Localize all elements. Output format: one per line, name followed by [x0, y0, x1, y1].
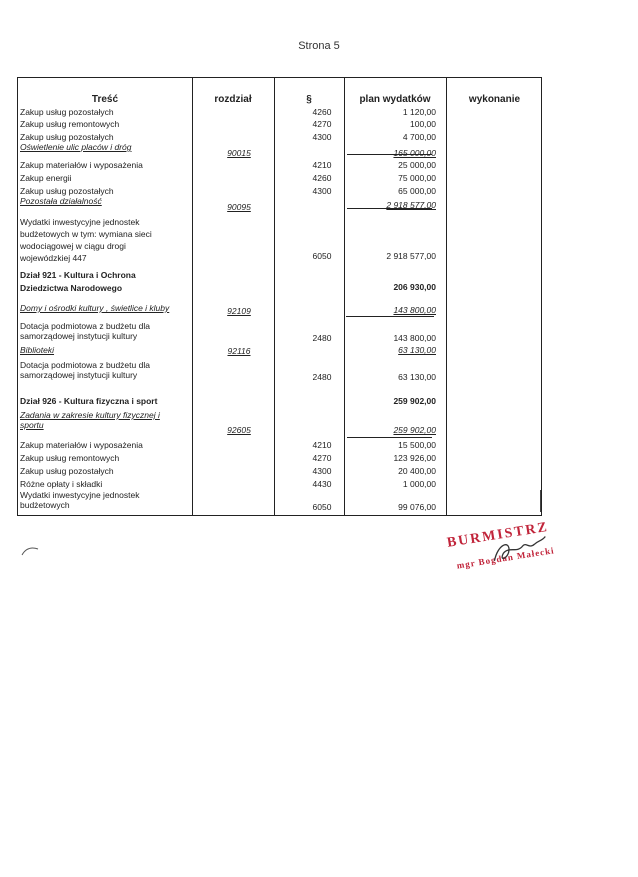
row-plan-value: 2 918 577,00	[386, 200, 436, 210]
subtotal-rule	[347, 154, 432, 155]
row-description: Zakup usług remontowych	[20, 453, 120, 463]
row-plan: 100,00	[410, 119, 436, 129]
row-paragraf: 4270	[312, 453, 332, 463]
row-plan: 99 076,00	[398, 502, 436, 512]
header-plan: plan wydatków	[359, 94, 431, 105]
edge-mark	[540, 490, 541, 512]
row-paragraf: 4210	[312, 160, 332, 170]
scan-mark-icon	[20, 545, 42, 557]
row-plan: 206 930,00	[393, 282, 436, 292]
row-description: Oświetlenie ulic placów i dróg	[20, 142, 132, 152]
column-divider	[446, 78, 447, 515]
row-rozdzial: 92116	[227, 346, 251, 356]
row-description: Dział 926 - Kultura fizyczna i sport	[20, 396, 158, 406]
header-paragraf: §	[306, 94, 312, 105]
row-paragraf: 4300	[312, 466, 332, 476]
row-paragraf: 4260	[312, 107, 332, 117]
row-description: Zakup energii	[20, 173, 72, 183]
row-description: Zadania w zakresie kultury fizycznej i sportu	[20, 410, 160, 430]
row-plan: 20 400,00	[398, 466, 436, 476]
row-paragraf: 4300	[312, 186, 332, 196]
stamp-name: mgr Bogdan Małecki	[455, 545, 556, 571]
row-plan: 63 130,00	[398, 372, 436, 382]
row-description: Wydatki inwestycyjne jednostek budżetowych	[20, 490, 140, 510]
row-plan: 75 000,00	[398, 173, 436, 183]
row-rozdzial: 92109	[227, 306, 251, 316]
row-plan: 25 000,00	[398, 160, 436, 170]
row-paragraf: 4260	[312, 173, 332, 183]
row-plan	[360, 425, 436, 435]
stamp-title: BURMISTRZ	[446, 519, 550, 551]
row-rozdzial: 90095	[227, 202, 251, 212]
row-rozdzial: 90015	[227, 148, 251, 158]
row-plan-value: 165 000,00	[393, 148, 436, 158]
row-description: Zakup usług pozostałych	[20, 132, 114, 142]
header-rozdzial: rozdział	[214, 94, 252, 105]
row-plan: 15 500,00	[398, 440, 436, 450]
row-paragraf: 2480	[312, 372, 332, 382]
row-description: Różne opłaty i składki	[20, 479, 103, 489]
row-plan: 259 902,00	[393, 396, 436, 406]
row-paragraf: 4430	[312, 479, 332, 489]
row-plan-value: 143 800,00	[393, 305, 436, 315]
row-description: Domy i ośrodki kultury , świetlice i kluby	[20, 303, 170, 313]
row-paragraf: 6050	[312, 251, 332, 261]
row-plan: 1 000,00	[402, 479, 436, 489]
row-plan: 4 700,00	[402, 132, 436, 142]
row-description: Zakup materiałów i wyposażenia	[20, 440, 143, 450]
row-description: Dotacja podmiotowa z budżetu dla samorządowej instytucji kultury	[20, 321, 150, 341]
budget-table	[17, 77, 542, 516]
subtotal-rule	[346, 316, 434, 317]
row-paragraf: 4210	[312, 440, 332, 450]
page-number: Strona 5	[298, 40, 340, 52]
row-plan: 65 000,00	[398, 186, 436, 196]
row-description: Wydatki inwestycyjne jednostek budżetowych w tym: wymiana sieci wodociągowej w ciągu drogi wojewódzkiej 447	[20, 217, 152, 263]
row-description: Zakup usług pozostałych	[20, 107, 114, 117]
row-plan: 143 800,00	[393, 333, 436, 343]
row-description: Dotacja podmiotowa z budżetu dla samorządowej instytucji kultury	[20, 360, 150, 380]
row-description: Zakup usług pozostałych	[20, 466, 114, 476]
row-plan-value: 63 130,00	[398, 345, 436, 355]
row-paragraf: 4300	[312, 132, 332, 142]
row-plan: 2 918 577,00	[386, 251, 436, 261]
row-rozdzial: 92605	[227, 425, 251, 435]
row-description: Biblioteki	[20, 345, 55, 355]
row-plan	[360, 305, 436, 315]
row-plan-value: 259 902,00	[393, 425, 436, 435]
row-description: Dział 921 - Kultura i Ochrona Dziedzictwa Narodowego	[20, 270, 136, 293]
mayor-stamp	[446, 520, 555, 572]
column-divider	[274, 78, 275, 515]
header-tresc: Treść	[91, 94, 119, 105]
row-paragraf: 4270	[312, 119, 332, 129]
header-wykonanie: wykonanie	[468, 94, 521, 105]
row-plan	[360, 148, 436, 158]
column-divider	[192, 78, 193, 515]
row-plan: 1 120,00	[402, 107, 436, 117]
subtotal-rule	[347, 208, 432, 209]
row-plan: 123 926,00	[393, 453, 436, 463]
row-description: Zakup materiałów i wyposażenia	[20, 160, 143, 170]
subtotal-rule	[347, 437, 432, 438]
row-description: Zakup usług pozostałych	[20, 186, 114, 196]
row-plan	[360, 345, 436, 355]
row-description: Pozostała działalność	[20, 196, 102, 206]
row-paragraf: 6050	[312, 502, 332, 512]
row-description: Zakup usług remontowych	[20, 119, 120, 129]
row-paragraf: 2480	[312, 333, 332, 343]
